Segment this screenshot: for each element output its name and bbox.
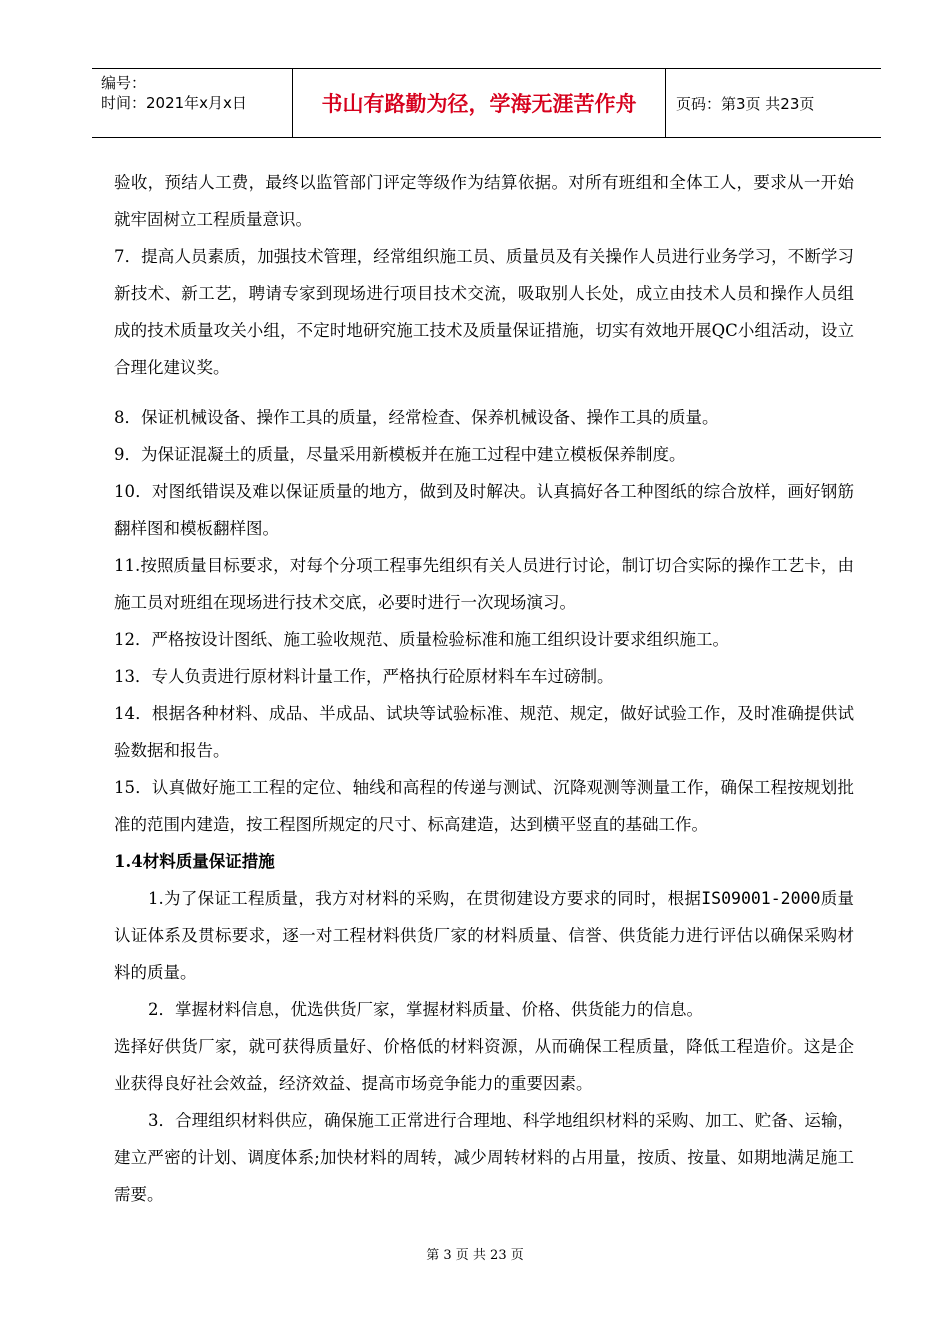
section-p1-text-a: 1.为了保证工程质量，我方对材料的采购，在贯彻建设方要求的同时，根据	[148, 889, 702, 908]
paragraph-item-10: 10．对图纸错误及难以保证质量的地方，做到及时解决。认真搞好各工种图纸的综合放样，画好钢筋翻样图和模板翻样图。	[114, 482, 854, 538]
section-paragraph-2: 2．掌握材料信息，优选供货厂家，掌握材料质量、价格、供货能力的信息。	[148, 1000, 703, 1019]
header-page-number: 页码：第3页 共23页	[676, 94, 815, 113]
paragraph-item-11: 11.按照质量目标要求，对每个分项工程事先组织有关人员进行讨论，制订切合实际的操作工艺卡，由施工员对班组在现场进行技术交底，必要时进行一次现场演习。	[114, 556, 854, 612]
header-motto: 书山有路勤为径，学海无涯苦作舟	[293, 69, 666, 137]
paragraph-item-15: 15．认真做好施工工程的定位、轴线和高程的传递与测试、沉降观测等测量工作，确保工程按规划批准的范围内建造，按工程图所规定的尺寸、标高建造，达到横平竖直的基础工作。	[114, 778, 854, 834]
header-number: 编号：	[101, 74, 147, 92]
section-paragraph-1	[114, 880, 854, 991]
section-paragraph-2-continued: 选择好供货厂家，就可获得质量好、价格低的材料资源，从而确保工程质量，降低工程造价。这是企业获得良好社会效益，经济效益、提高市场竞争能力的重要因素。	[114, 1037, 854, 1093]
paragraph-item-7: 7．提高人员素质，加强技术管理，经常组织施工员、质量员及有关操作人员进行业务学习，不断学习新技术、新工艺，聘请专家到现场进行项目技术交流，吸取别人长处，成立由技术人员和操作人员组成的技术质量攻关小组，不定时地研究施工技术及质量保证措施，切实有效地开展QC小组活动，设立合理化建议奖。	[114, 247, 854, 377]
section-p1-text-b: 质量认证体系及贯标要求，逐一对工程材料供货厂家的材料质量、信誉、供货能力进行评估以确保采购材料的质量。	[114, 889, 854, 982]
header-meta-cell	[92, 69, 293, 137]
section-heading: 1.4材料质量保证措施	[114, 852, 275, 871]
paragraph-item-9: 9．为保证混凝土的质量，尽量采用新模板并在施工过程中建立模板保养制度。	[114, 445, 686, 464]
standard-code: IS09001-2000	[701, 889, 821, 908]
paragraph-acceptance: 验收，预结人工费，最终以监管部门评定等级作为结算依据。对所有班组和全体工人，要求从一开始就牢固树立工程质量意识。	[114, 173, 854, 229]
document-body	[114, 164, 854, 1213]
page-footer: 第 3 页 共 23 页	[426, 1248, 524, 1263]
paragraph-item-13: 13．专人负责进行原材料计量工作，严格执行砼原材料车车过磅制。	[114, 667, 614, 686]
paragraph-item-8: 8．保证机械设备、操作工具的质量，经常检查、保养机械设备、操作工具的质量。	[114, 408, 719, 427]
page-header-table	[92, 68, 881, 138]
section-paragraph-3: 3．合理组织材料供应，确保施工正常进行合理地、科学地组织材料的采购、加工、贮备、运输，建立严密的计划、调度体系;加快材料的周转，减少周转材料的占用量，按质、按量、如期地满足施工需要。	[114, 1111, 854, 1204]
paragraph-item-12: 12．严格按设计图纸、施工验收规范、质量检验标准和施工组织设计要求组织施工。	[114, 630, 729, 649]
paragraph-item-14: 14．根据各种材料、成品、半成品、试块等试验标准、规范、规定，做好试验工作，及时准确提供试验数据和报告。	[114, 704, 854, 760]
header-time: 时间：2021年x月x日	[101, 94, 247, 112]
